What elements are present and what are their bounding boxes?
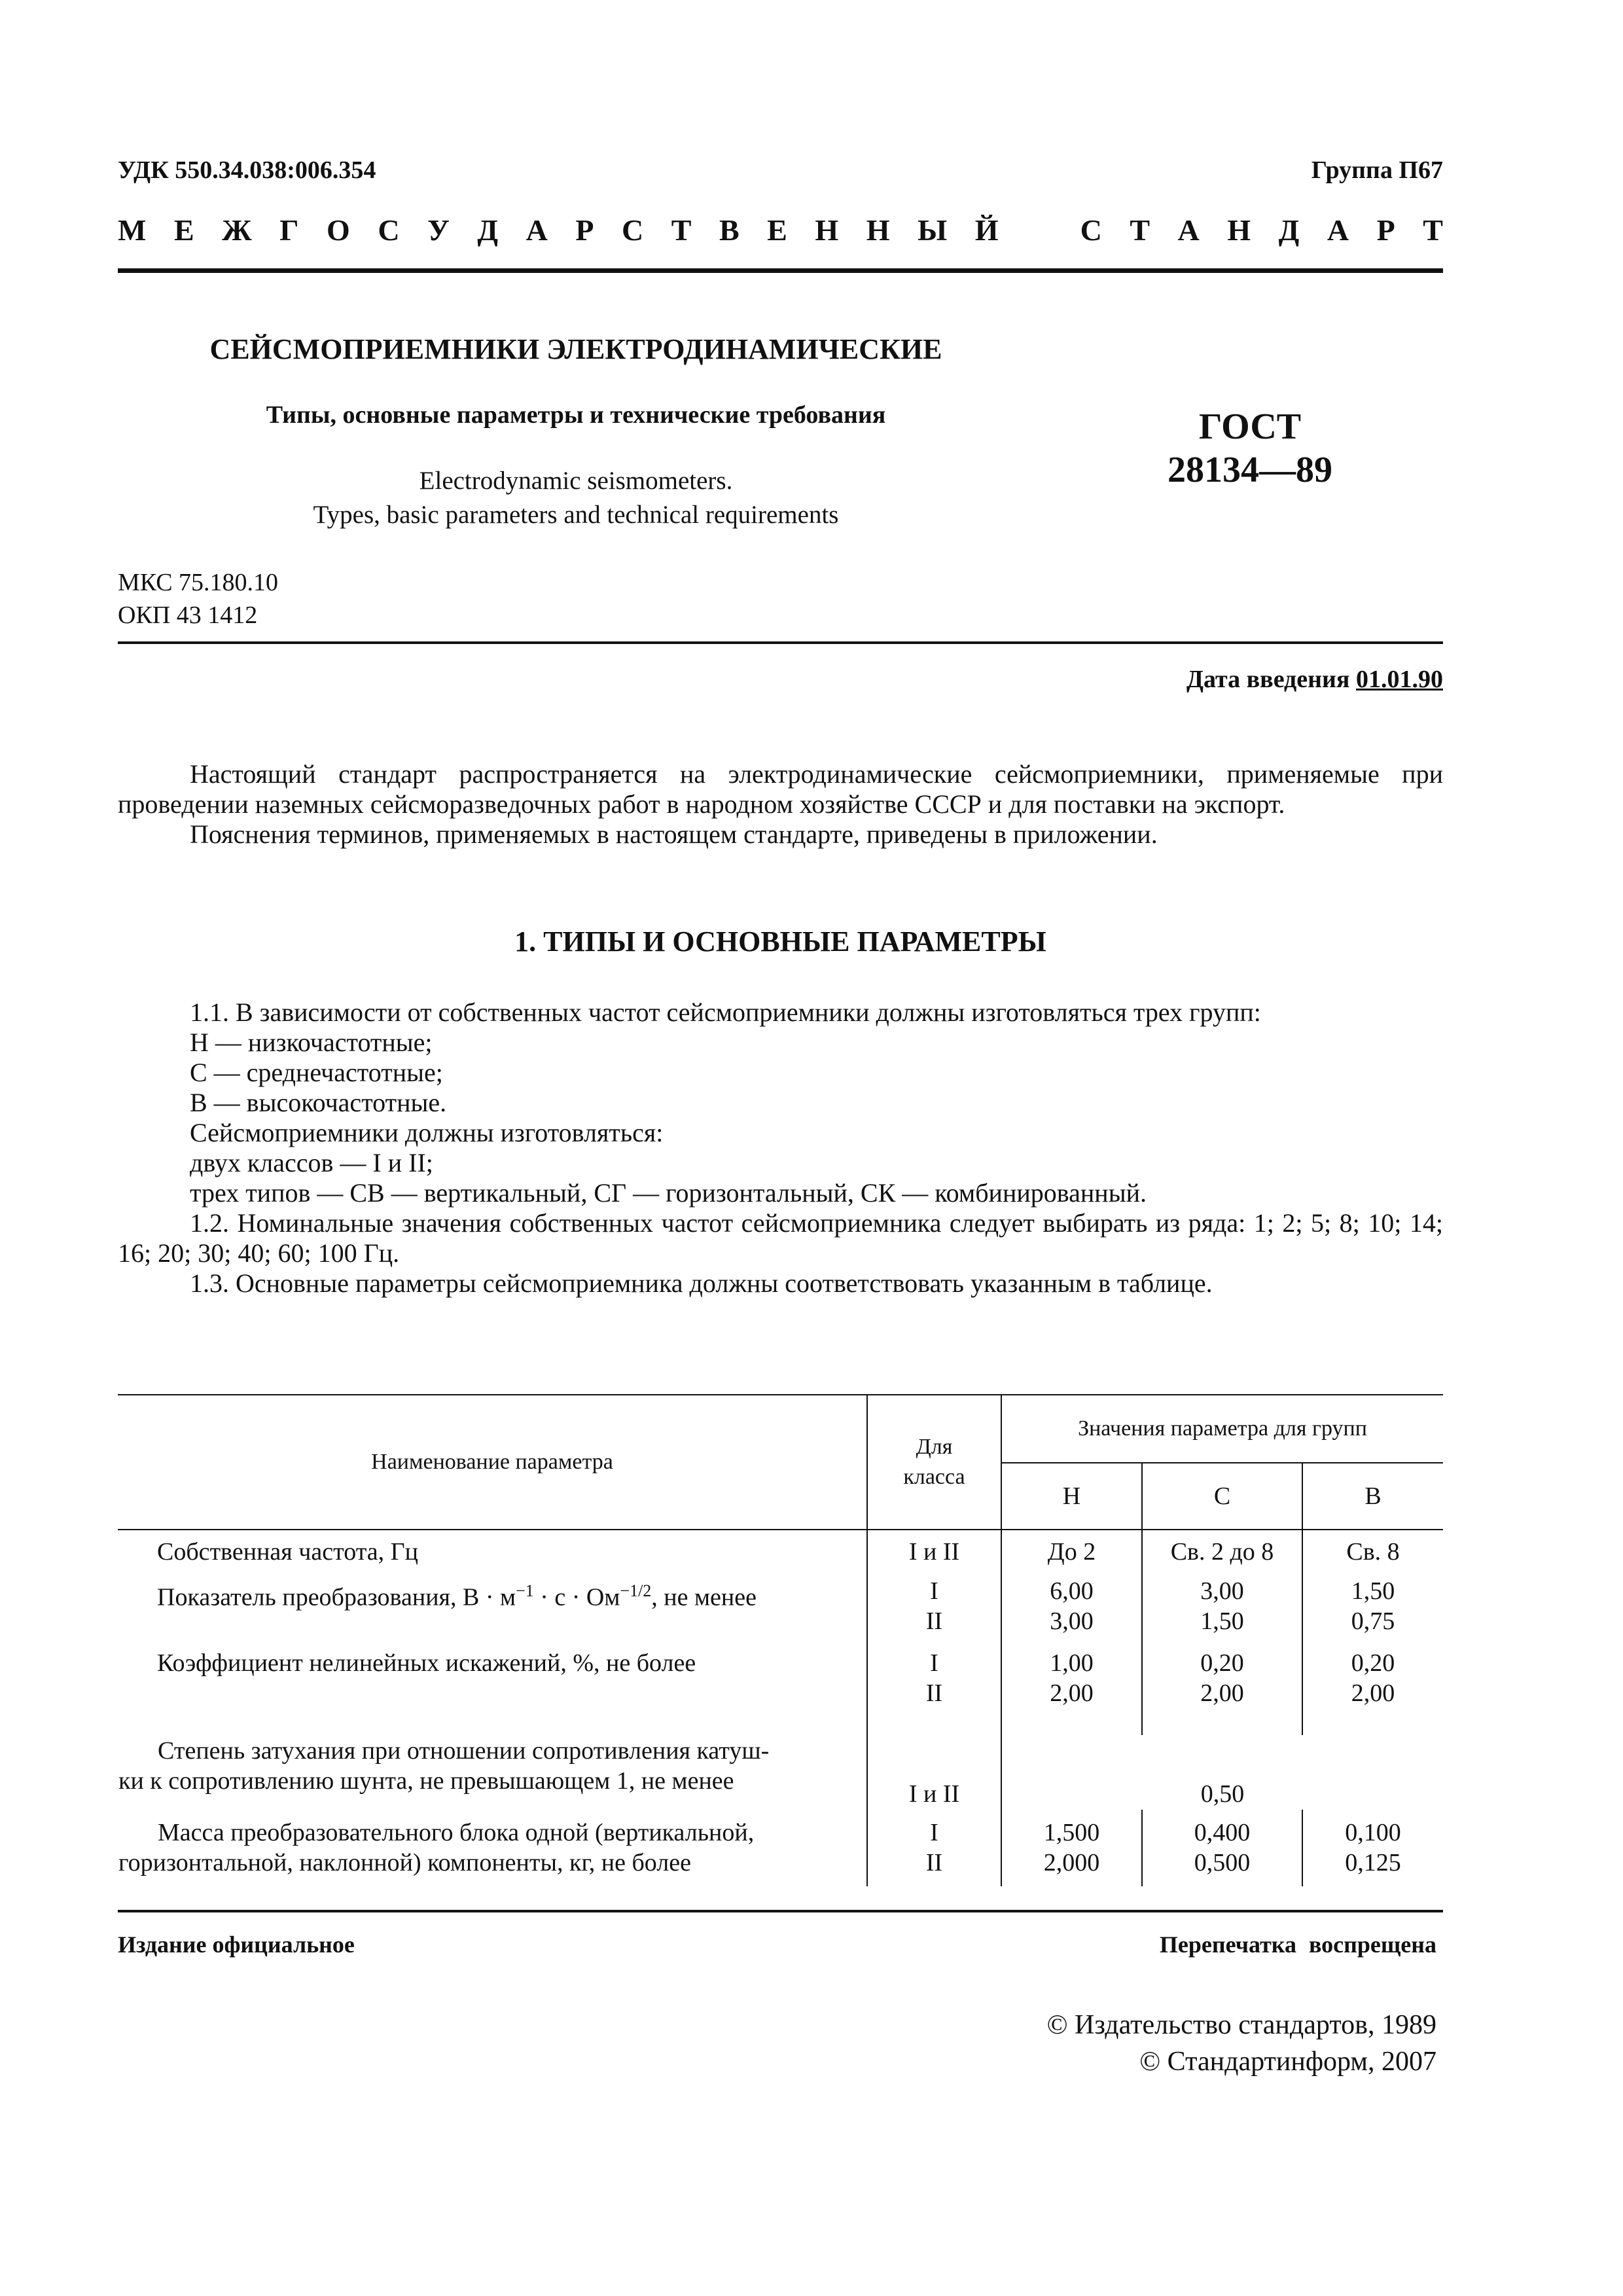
banner-letter: Т: [1423, 213, 1443, 247]
banner-letter: Т: [671, 213, 692, 247]
param-name-part: , не менее: [651, 1583, 757, 1611]
row-class: [867, 1647, 1001, 1735]
table-row: [118, 1735, 1443, 1810]
param-exponent: −1/2: [620, 1581, 652, 1600]
gost-number: 28134—89: [1168, 450, 1332, 490]
intro-paragraph-2: Пояснения терминов, применяемых в настоящем стандарте, приведены в приложении.: [190, 819, 1158, 849]
reprint-notice: Перепечатка воспрещена: [1159, 1931, 1436, 1958]
banner-letter: Е: [767, 213, 787, 247]
mks-code: МКС 75.180.10: [118, 569, 279, 596]
banner-letter: С: [621, 213, 644, 247]
parameters-table: [118, 1394, 1443, 1886]
row-value-h: До 2: [1001, 1530, 1142, 1575]
group-b-item: В — высокочастотные.: [190, 1088, 447, 1117]
banner-letter: С: [378, 213, 400, 247]
english-title-line2: Types, basic parameters and technical requirements: [313, 501, 839, 529]
value-class-ii: 0,75: [1351, 1607, 1395, 1635]
row-value-c: [1142, 1647, 1302, 1735]
date-label: Дата введения: [1186, 666, 1350, 693]
class-i: I: [930, 1649, 938, 1677]
row-value-c: [1142, 1575, 1302, 1647]
okp-code: ОКП 43 1412: [118, 601, 258, 629]
introduction-date: [1186, 665, 1443, 694]
group-h-item: Н — низкочастотные;: [190, 1028, 433, 1057]
row-value-h: [1001, 1647, 1142, 1735]
value-class-ii: 0,500: [1194, 1849, 1251, 1876]
banner-letter: А: [1177, 213, 1200, 247]
banner-letter: Г: [279, 213, 299, 247]
table-row: [118, 1810, 1443, 1886]
row-value-c: [1142, 1810, 1302, 1886]
row-value-b: Св. 8: [1302, 1530, 1443, 1575]
footer-rule: [118, 1910, 1443, 1912]
class-i: I: [930, 1819, 938, 1846]
table-row: [118, 1647, 1443, 1735]
banner-letter: О: [327, 213, 350, 247]
header-class-line1: Для: [916, 1435, 953, 1459]
table-row: [118, 1530, 1443, 1575]
value-class-ii: 2,000: [1043, 1849, 1100, 1876]
banner-letter: Д: [477, 213, 499, 247]
param-name-part: · с · Ом: [533, 1583, 620, 1611]
row-param-name: [118, 1735, 867, 1810]
value-class-i: 1,500: [1043, 1819, 1100, 1846]
banner-letter: У: [427, 213, 450, 247]
header-class-line2: класса: [903, 1465, 965, 1489]
value-class-i: 6,00: [1050, 1577, 1094, 1605]
banner-gap: [1026, 213, 1052, 247]
row-param-name: Коэффициент нелинейных искажений, %, не более: [157, 1649, 696, 1677]
classes-item: двух классов — I и II;: [190, 1148, 433, 1177]
row-value-b: [1302, 1647, 1443, 1735]
header-groups: Значения параметра для групп: [1001, 1395, 1443, 1463]
banner-letter: Д: [1278, 213, 1300, 247]
banner-letter: Н: [1227, 213, 1251, 247]
class-ii: II: [925, 1679, 943, 1707]
value-class-ii: 2,00: [1050, 1679, 1094, 1707]
banner-letter: А: [526, 213, 548, 247]
row-param-name: Собственная частота, Гц: [157, 1538, 418, 1566]
english-title-line1: Electrodynamic seismometers.: [419, 467, 733, 495]
banner-letter: Й: [974, 213, 999, 247]
row-param-name: [118, 1575, 867, 1647]
header-class: [867, 1395, 1001, 1530]
official-edition: Издание официальное: [118, 1931, 355, 1958]
banner-letter: Е: [173, 213, 194, 247]
param-name-line1: Степень затухания при отношении сопротивления катуш-: [158, 1737, 770, 1765]
banner-letter: Р: [575, 213, 594, 247]
codes-rule: [118, 641, 1443, 644]
banner-letter: А: [1327, 213, 1349, 247]
value-class-i: 0,100: [1345, 1819, 1401, 1846]
section-1-heading: 1. ТИПЫ И ОСНОВНЫЕ ПАРАМЕТРЫ: [514, 925, 1046, 958]
copyright-1989: © Издательство стандартов, 1989: [1046, 2010, 1436, 2040]
banner-letter: Ж: [222, 213, 252, 247]
value-class-i: 0,20: [1200, 1649, 1244, 1677]
banner-letter: Н: [815, 213, 839, 247]
document-title: СЕЙСМОПРИЕМНИКИ ЭЛЕКТРОДИНАМИЧЕСКИЕ: [209, 333, 942, 365]
class-ii: II: [925, 1607, 943, 1635]
clause-1-3: 1.3. Основные параметры сейсмоприемника должны соответствовать указанным в таблице.: [190, 1268, 1213, 1298]
clause-1-2: 1.2. Номинальные значения собственных частот сейсмоприемника следует выбирать из ряда: 1; 2; 5; 8; 10; 14; 16; 20; 30; 40; 60; 100 Гц.: [118, 1208, 1443, 1268]
banner-letter: Ы: [918, 213, 948, 247]
value-class-i: 3,00: [1200, 1577, 1244, 1605]
clause-1-1: 1.1. В зависимости от собственных частот сейсмоприемники должны изготовляться трех групп:: [190, 997, 1261, 1027]
value-class-i: 0,20: [1351, 1649, 1395, 1677]
banner-letter: М: [118, 213, 147, 247]
value-class-i: 0,400: [1194, 1819, 1251, 1846]
class-i: I: [930, 1577, 938, 1605]
header-param-name: Наименование параметра: [118, 1395, 867, 1530]
banner-letter: Р: [1376, 213, 1395, 247]
header-group-b: В: [1302, 1463, 1443, 1530]
row-param-name: [118, 1810, 867, 1886]
value-class-ii: 0,125: [1345, 1849, 1401, 1876]
value-class-ii: 3,00: [1050, 1607, 1094, 1635]
header-group-h: Н: [1001, 1463, 1142, 1530]
group-c-item: С — среднечастотные;: [190, 1058, 443, 1087]
row-value-c: Св. 2 до 8: [1142, 1530, 1302, 1575]
value-class-ii: 2,00: [1200, 1679, 1244, 1707]
standard-banner: [118, 213, 1443, 247]
param-name-line1: Масса преобразовательного блока одной (вертикальной,: [158, 1819, 755, 1846]
value-class-ii: 1,50: [1200, 1607, 1244, 1635]
banner-letter: Н: [866, 213, 890, 247]
value-class-i: 1,00: [1050, 1649, 1094, 1677]
copyright-2007: © Стандартинформ, 2007: [1139, 2047, 1436, 2077]
row-value-b: [1302, 1575, 1443, 1647]
manufacture-intro: Сейсмоприемники должны изготовляться:: [190, 1118, 664, 1147]
param-name-line2: горизонтальной, наклонной) компоненты, кг, не более: [118, 1849, 691, 1876]
row-value-h: [1001, 1810, 1142, 1886]
intro-paragraph-1: Настоящий стандарт распространяется на электродинамические сейсмоприемники, применяемые при проведении наземных сейсморазведочных работ в народном хозяйстве СССР и для поставки на экспорт.: [118, 759, 1443, 819]
intro-text: [118, 759, 1443, 850]
row-class: [867, 1810, 1001, 1886]
class-ii: II: [925, 1849, 943, 1876]
value-class-i: 1,50: [1351, 1577, 1395, 1605]
param-exponent: −1: [516, 1581, 534, 1600]
gost-label: ГОСТ: [1198, 406, 1302, 447]
row-value-h: [1001, 1575, 1142, 1647]
types-item: трех типов — СВ — вертикальный, СГ — горизонтальный, СК — комбинированный.: [190, 1178, 1147, 1208]
date-value: 01.01.90: [1356, 666, 1443, 693]
param-name-part: Показатель преобразования, В · м: [157, 1583, 516, 1611]
section-1-text: [118, 997, 1443, 1299]
row-value-all-groups: 0,50: [1001, 1735, 1443, 1810]
row-value-b: [1302, 1810, 1443, 1886]
table-row: [118, 1575, 1443, 1647]
banner-letter: В: [719, 213, 740, 247]
document-subtitle: Типы, основные параметры и технические требования: [266, 401, 886, 429]
row-class: I и II: [867, 1735, 1001, 1810]
value-class-ii: 2,00: [1351, 1679, 1395, 1707]
header-group-c: С: [1142, 1463, 1302, 1530]
param-name-line2: ки к сопротивлению шунта, не превышающем 1, не менее: [118, 1767, 734, 1795]
udk-code: УДК 550.34.038:006.354: [118, 156, 376, 184]
row-class: I и II: [867, 1530, 1001, 1575]
row-class: [867, 1575, 1001, 1647]
banner-letter: С: [1080, 213, 1102, 247]
group-code: Группа П67: [1311, 156, 1443, 184]
banner-rule: [118, 268, 1443, 273]
banner-letter: Т: [1130, 213, 1150, 247]
